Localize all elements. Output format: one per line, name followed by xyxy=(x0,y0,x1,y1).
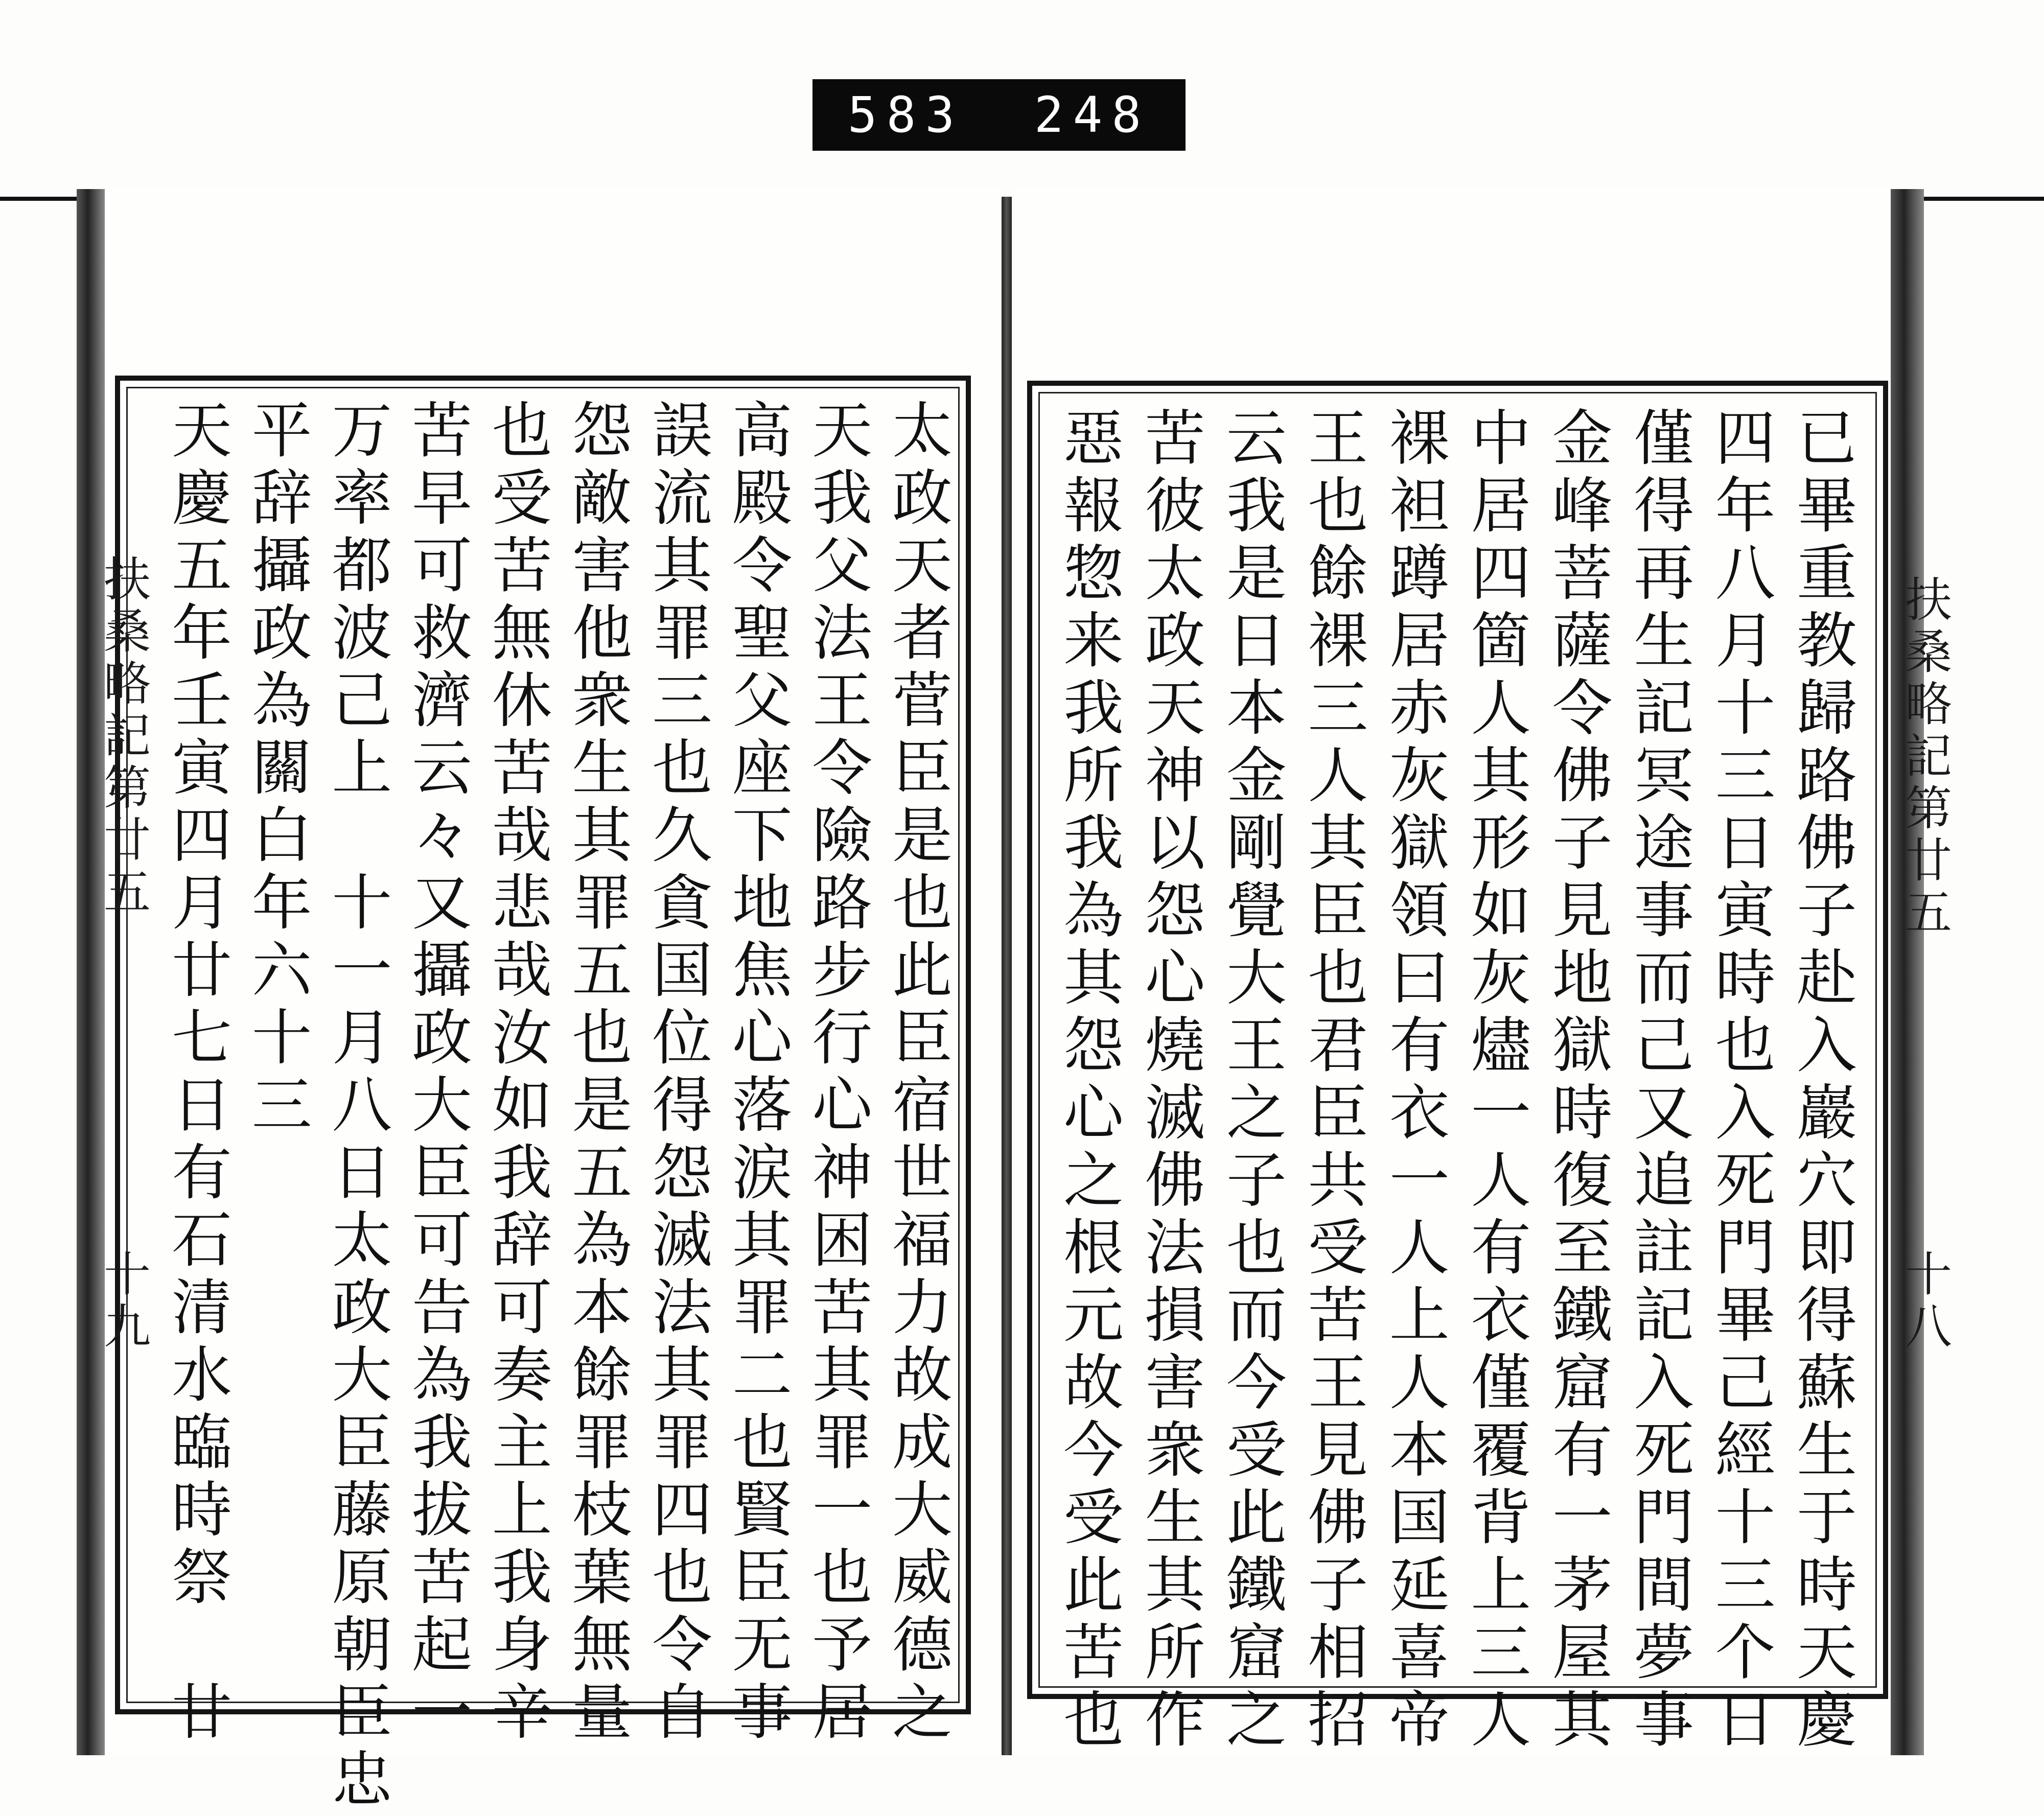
text-column: 太政天者菅臣是也此臣宿世福力故成大威德之 xyxy=(881,399,953,1748)
archive-number-right: 248 xyxy=(1034,86,1151,144)
right-page-margin-page: 十八 xyxy=(1897,1249,1952,1354)
text-column: 誤流其罪三也久貪国位得怨滅法其罪四也令自 xyxy=(641,399,712,1748)
text-column: 高殿令聖父座下地焦心落涙其罪二也賢臣无事 xyxy=(722,399,793,1748)
text-column: 万率都波己上 十一月八日太政大臣藤原朝臣忠 xyxy=(321,399,392,1815)
text-column: 平辞攝政為關白年六十三 xyxy=(241,399,312,1141)
text-column: 惡報惣来我所我為其怨心之根元故今受此苦也 xyxy=(1053,406,1124,1755)
text-column: 云我是日本金剛覺大王之子也而今受此鐵窟之 xyxy=(1216,406,1287,1755)
text-column: 四年八月十三日寅時也入死門畢己經十三个日 xyxy=(1705,406,1776,1755)
right-book-edge xyxy=(1891,189,1924,1755)
left-page-margin-title: 扶桑略記第廿五 xyxy=(96,554,151,919)
text-column: 裸袒蹲居赤灰獄領曰有衣一人上人本国延喜帝 xyxy=(1379,406,1450,1755)
left-page xyxy=(96,187,1002,1815)
top-rule-left xyxy=(0,197,77,201)
text-column: 怨敵害他衆生其罪五也是五為本餘罪枝葉無量 xyxy=(562,399,633,1748)
text-column: 中居四箇人其形如灰燼一人有衣僅覆背上三人 xyxy=(1460,406,1531,1755)
text-column: 王也餘裸三人其臣也君臣共受苦王見佛子相招 xyxy=(1297,406,1368,1755)
book-gutter xyxy=(1002,197,1012,1755)
text-column: 也受苦無休苦哉悲哉汝如我辞可奏主上我身辛 xyxy=(481,399,552,1748)
right-page-text xyxy=(1050,406,1860,1755)
text-column: 金峰菩薩令佛子見地獄時復至鐵窟有一茅屋其 xyxy=(1542,406,1613,1755)
left-page-text xyxy=(158,399,956,1815)
left-page-margin-page: 十九 xyxy=(96,1249,151,1354)
text-column: 苦彼太政天神以怨心燒滅佛法損害衆生其所作 xyxy=(1134,406,1205,1755)
right-page-margin-title: 扶桑略記第廿五 xyxy=(1897,575,1952,940)
archive-number-left: 583 xyxy=(847,86,964,144)
text-column: 苦早可救濟云々又攝政大臣可告為我拔苦起一 xyxy=(401,399,472,1748)
archive-label xyxy=(812,79,1186,151)
text-column: 已畢重教歸路佛子赴入巖穴即得蘇生于時天慶 xyxy=(1786,406,1857,1755)
text-column: 天我父法王令險路步行心神困苦其罪一也予居 xyxy=(802,399,873,1748)
text-column: 僅得再生記冥途事而己又追註記入死門間夢事 xyxy=(1623,406,1694,1755)
left-book-edge xyxy=(77,189,105,1755)
right-page xyxy=(1014,187,1952,1755)
text-column: 天慶五年壬寅四月廿七日有石清水臨時祭 廿 xyxy=(161,399,232,1748)
